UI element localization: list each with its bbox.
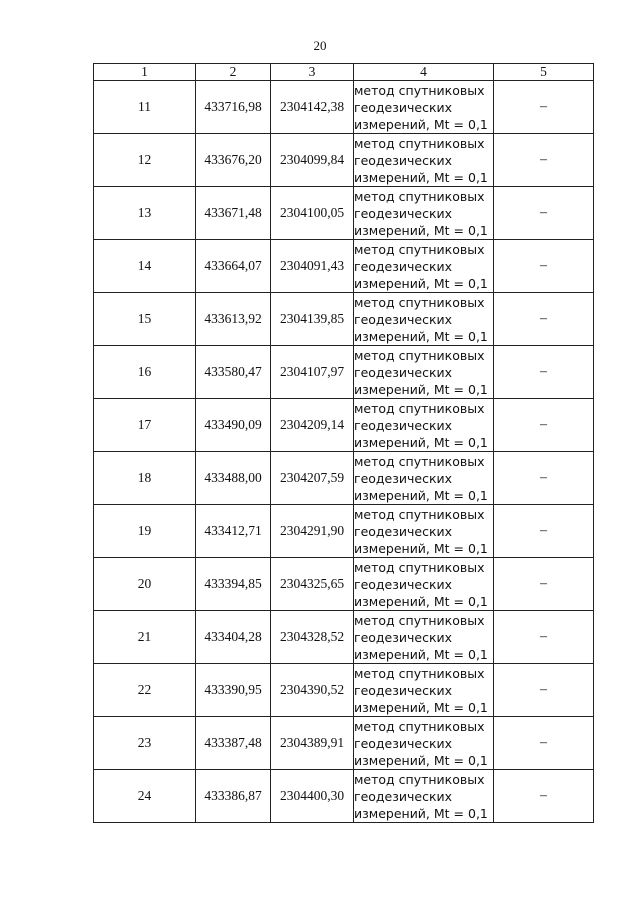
table-row [94,187,594,240]
table-row [94,452,594,505]
point-number-cell: 11 [94,81,196,134]
method-cell [354,134,494,187]
x-coordinate-cell: 433580,47 [196,346,271,399]
table-row [94,611,594,664]
method-line: метод спутниковых [354,612,485,628]
method-line: метод спутниковых [354,135,485,151]
method-line: метод спутниковых [354,400,485,416]
method-cell [354,399,494,452]
point-number-cell: 23 [94,717,196,770]
method-line: метод спутниковых [354,347,485,363]
method-line: геодезических [354,258,453,274]
x-coordinate-cell: 433488,00 [196,452,271,505]
method-line: метод спутниковых [354,241,485,257]
header-col-2: 2 [196,64,271,81]
method-line: метод спутниковых [354,771,485,787]
table-row [94,293,594,346]
method-line: измерений, Mt = 0,1 [354,752,488,768]
coordinates-table [93,63,594,823]
method-cell [354,611,494,664]
method-cell [354,664,494,717]
header-col-5: 5 [494,64,594,81]
y-coordinate-cell: 2304099,84 [271,134,354,187]
note-cell: – [494,240,594,293]
method-line: метод спутниковых [354,506,485,522]
method-line: геодезических [354,682,453,698]
method-line: геодезических [354,205,453,221]
x-coordinate-cell: 433394,85 [196,558,271,611]
x-coordinate-cell: 433386,87 [196,770,271,823]
x-coordinate-cell: 433676,20 [196,134,271,187]
x-coordinate-cell: 433490,09 [196,399,271,452]
y-coordinate-cell: 2304107,97 [271,346,354,399]
note-cell: – [494,399,594,452]
method-line: измерений, Mt = 0,1 [354,381,488,397]
y-coordinate-cell: 2304291,90 [271,505,354,558]
method-line: измерений, Mt = 0,1 [354,328,488,344]
note-cell: – [494,346,594,399]
method-line: измерений, Mt = 0,1 [354,805,488,821]
table-header-row [94,64,594,81]
note-cell: – [494,293,594,346]
table-row [94,399,594,452]
method-cell [354,770,494,823]
method-line: измерений, Mt = 0,1 [354,116,488,132]
method-cell [354,346,494,399]
x-coordinate-cell: 433716,98 [196,81,271,134]
point-number-cell: 20 [94,558,196,611]
method-cell [354,505,494,558]
point-number-cell: 22 [94,664,196,717]
point-number-cell: 12 [94,134,196,187]
note-cell: – [494,187,594,240]
method-cell [354,293,494,346]
method-line: метод спутниковых [354,82,485,98]
method-line: геодезических [354,417,453,433]
method-line: измерений, Mt = 0,1 [354,169,488,185]
point-number-cell: 16 [94,346,196,399]
point-number-cell: 13 [94,187,196,240]
note-cell: – [494,558,594,611]
method-line: геодезических [354,735,453,751]
note-cell: – [494,505,594,558]
method-line: метод спутниковых [354,188,485,204]
table-row [94,505,594,558]
method-line: измерений, Mt = 0,1 [354,699,488,715]
x-coordinate-cell: 433671,48 [196,187,271,240]
method-line: измерений, Mt = 0,1 [354,540,488,556]
method-line: геодезических [354,576,453,592]
table-row [94,346,594,399]
point-number-cell: 19 [94,505,196,558]
point-number-cell: 24 [94,770,196,823]
point-number-cell: 17 [94,399,196,452]
x-coordinate-cell: 433412,71 [196,505,271,558]
note-cell: – [494,717,594,770]
note-cell: – [494,81,594,134]
table-body [94,81,594,823]
note-cell: – [494,452,594,505]
method-line: метод спутниковых [354,294,485,310]
y-coordinate-cell: 2304400,30 [271,770,354,823]
method-line: метод спутниковых [354,453,485,469]
point-number-cell: 15 [94,293,196,346]
y-coordinate-cell: 2304389,91 [271,717,354,770]
table-row [94,134,594,187]
y-coordinate-cell: 2304328,52 [271,611,354,664]
table-row [94,240,594,293]
method-line: геодезических [354,311,453,327]
method-cell [354,187,494,240]
table-row [94,770,594,823]
method-line: метод спутниковых [354,718,485,734]
y-coordinate-cell: 2304142,38 [271,81,354,134]
x-coordinate-cell: 433664,07 [196,240,271,293]
y-coordinate-cell: 2304091,43 [271,240,354,293]
method-line: измерений, Mt = 0,1 [354,487,488,503]
method-line: измерений, Mt = 0,1 [354,646,488,662]
method-line: метод спутниковых [354,665,485,681]
method-line: геодезических [354,152,453,168]
method-line: измерений, Mt = 0,1 [354,593,488,609]
method-cell [354,240,494,293]
method-cell [354,81,494,134]
x-coordinate-cell: 433404,28 [196,611,271,664]
header-col-3: 3 [271,64,354,81]
method-line: геодезических [354,523,453,539]
method-line: метод спутниковых [354,559,485,575]
y-coordinate-cell: 2304209,14 [271,399,354,452]
point-number-cell: 21 [94,611,196,664]
y-coordinate-cell: 2304390,52 [271,664,354,717]
method-line: геодезических [354,629,453,645]
method-line: геодезических [354,788,453,804]
method-line: измерений, Mt = 0,1 [354,222,488,238]
method-line: измерений, Mt = 0,1 [354,275,488,291]
x-coordinate-cell: 433613,92 [196,293,271,346]
y-coordinate-cell: 2304325,65 [271,558,354,611]
note-cell: – [494,134,594,187]
method-cell [354,452,494,505]
table-row [94,664,594,717]
method-cell [354,717,494,770]
y-coordinate-cell: 2304139,85 [271,293,354,346]
method-line: геодезических [354,99,453,115]
header-col-4: 4 [354,64,494,81]
x-coordinate-cell: 433387,48 [196,717,271,770]
y-coordinate-cell: 2304100,05 [271,187,354,240]
method-line: геодезических [354,470,453,486]
method-line: геодезических [354,364,453,380]
method-line: измерений, Mt = 0,1 [354,434,488,450]
table-row [94,81,594,134]
point-number-cell: 14 [94,240,196,293]
y-coordinate-cell: 2304207,59 [271,452,354,505]
note-cell: – [494,611,594,664]
header-col-1: 1 [94,64,196,81]
point-number-cell: 18 [94,452,196,505]
table-row [94,717,594,770]
note-cell: – [494,770,594,823]
note-cell: – [494,664,594,717]
page-number: 20 [313,38,327,53]
table-row [94,558,594,611]
x-coordinate-cell: 433390,95 [196,664,271,717]
method-cell [354,558,494,611]
